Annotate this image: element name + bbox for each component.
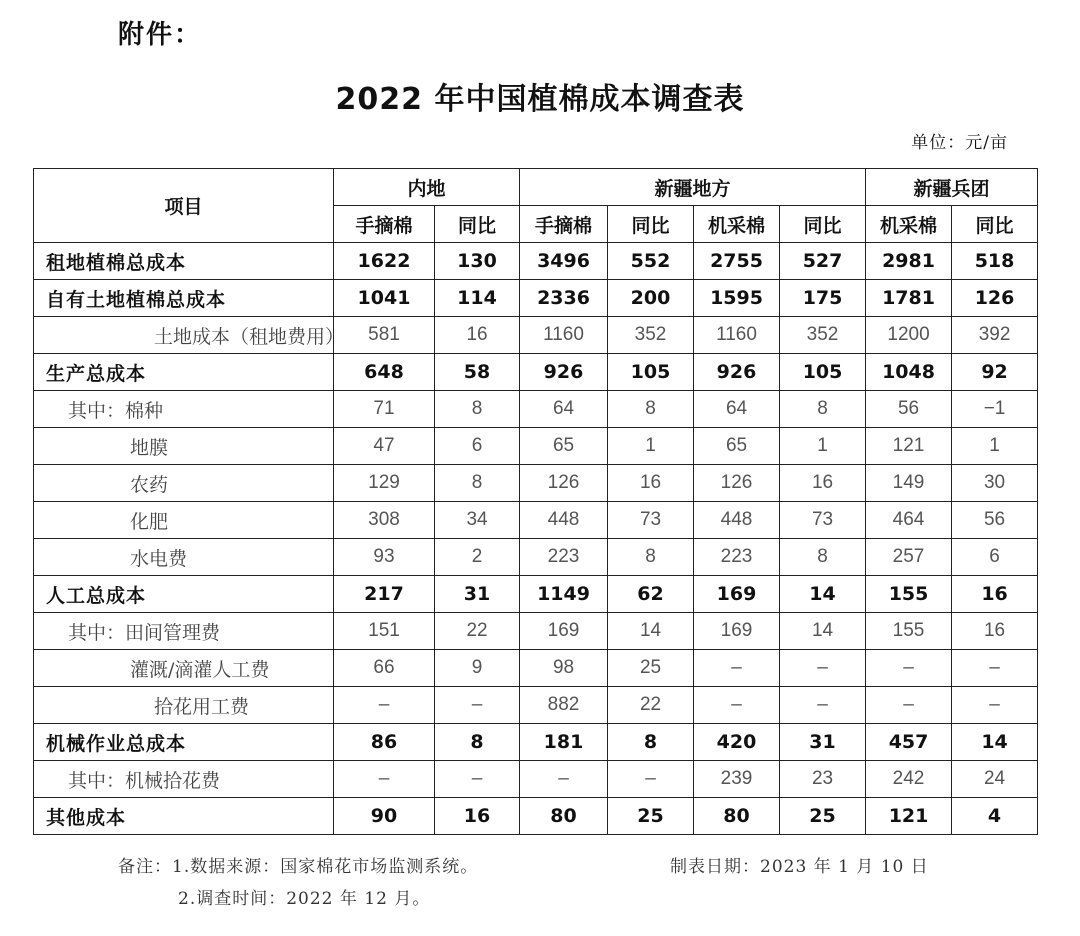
- table-cell: 8: [608, 539, 694, 576]
- row-label: 自有土地植棉总成本: [34, 280, 334, 317]
- table-cell: –: [952, 687, 1038, 724]
- subheader-cell: 手摘棉: [520, 206, 608, 243]
- table-cell: –: [334, 687, 435, 724]
- table-cell: –: [780, 650, 866, 687]
- table-cell: 16: [952, 613, 1038, 650]
- table-cell: –: [694, 687, 780, 724]
- table-cell: 2981: [866, 243, 952, 280]
- table-cell: 8: [608, 391, 694, 428]
- table-cell: 16: [952, 576, 1038, 613]
- table-cell: –: [334, 761, 435, 798]
- row-label: 租地植棉总成本: [34, 243, 334, 280]
- table-cell: 126: [952, 280, 1038, 317]
- table-cell: 1048: [866, 354, 952, 391]
- note-survey-time: 2.调查时间：2022 年 12 月。: [178, 889, 431, 909]
- table-cell: 1160: [694, 317, 780, 354]
- table-cell: 62: [608, 576, 694, 613]
- table-row: [34, 761, 1038, 798]
- table-cell: 239: [694, 761, 780, 798]
- row-label: 水电费: [34, 539, 334, 576]
- table-cell: 31: [780, 724, 866, 761]
- table-cell: 8: [435, 391, 520, 428]
- table-cell: 6: [952, 539, 1038, 576]
- table-row: [34, 465, 1038, 502]
- table-cell: 223: [520, 539, 608, 576]
- table-cell: 73: [608, 502, 694, 539]
- unit-label: 单位：元/亩: [911, 133, 1008, 153]
- table-cell: 9: [435, 650, 520, 687]
- group-header-xinjiang-local: 新疆地方: [520, 169, 866, 206]
- table-cell: 518: [952, 243, 1038, 280]
- row-label: 地膜: [34, 428, 334, 465]
- row-label: 机械作业总成本: [34, 724, 334, 761]
- table-cell: –: [866, 687, 952, 724]
- table-row: [34, 280, 1038, 317]
- table-cell: 114: [435, 280, 520, 317]
- row-label: 生产总成本: [34, 354, 334, 391]
- table-cell: 464: [866, 502, 952, 539]
- table-cell: 392: [952, 317, 1038, 354]
- table-cell: 1149: [520, 576, 608, 613]
- table-row: [34, 317, 1038, 354]
- table-cell: 1: [952, 428, 1038, 465]
- subheader-cell: 同比: [608, 206, 694, 243]
- table-cell: 448: [694, 502, 780, 539]
- table-cell: 882: [520, 687, 608, 724]
- table-cell: 175: [780, 280, 866, 317]
- table-cell: 23: [780, 761, 866, 798]
- table-row: [34, 650, 1038, 687]
- table-cell: 24: [952, 761, 1038, 798]
- table-row: [34, 798, 1038, 835]
- row-label: 其中：田间管理费: [34, 613, 334, 650]
- table-cell: 926: [520, 354, 608, 391]
- row-label: 人工总成本: [34, 576, 334, 613]
- table-cell: 14: [608, 613, 694, 650]
- table-cell: 352: [780, 317, 866, 354]
- table-cell: 149: [866, 465, 952, 502]
- table-cell: 47: [334, 428, 435, 465]
- table-cell: 1: [608, 428, 694, 465]
- table-cell: 121: [866, 428, 952, 465]
- table-cell: 2336: [520, 280, 608, 317]
- group-header-xinjiang-corps: 新疆兵团: [866, 169, 1038, 206]
- table-row: [34, 539, 1038, 576]
- table-cell: 1622: [334, 243, 435, 280]
- table-cell: 8: [608, 724, 694, 761]
- table-cell: 155: [866, 576, 952, 613]
- attachment-label: 附件：: [118, 20, 203, 50]
- table-cell: 1160: [520, 317, 608, 354]
- table-cell: 16: [780, 465, 866, 502]
- table-cell: 448: [520, 502, 608, 539]
- table-cell: 86: [334, 724, 435, 761]
- table-cell: 30: [952, 465, 1038, 502]
- table-cell: 56: [866, 391, 952, 428]
- table-cell: 242: [866, 761, 952, 798]
- table-cell: 14: [780, 576, 866, 613]
- table-cell: 65: [694, 428, 780, 465]
- table-cell: 2: [435, 539, 520, 576]
- table-cell: 16: [435, 317, 520, 354]
- table-cell: 457: [866, 724, 952, 761]
- table-cell: 8: [780, 391, 866, 428]
- table-cell: 98: [520, 650, 608, 687]
- table-row: [34, 502, 1038, 539]
- table-cell: 8: [435, 724, 520, 761]
- subheader-cell: 手摘棉: [334, 206, 435, 243]
- table-row: [34, 687, 1038, 724]
- table-cell: 130: [435, 243, 520, 280]
- table-cell: 73: [780, 502, 866, 539]
- table-row: [34, 428, 1038, 465]
- table-row: [34, 391, 1038, 428]
- row-label: 灌溉/滴灌人工费: [34, 650, 334, 687]
- row-label: 其他成本: [34, 798, 334, 835]
- row-label: 化肥: [34, 502, 334, 539]
- table-cell: 56: [952, 502, 1038, 539]
- table-cell: 126: [694, 465, 780, 502]
- page-title: 2022 年中国植棉成本调查表: [335, 82, 745, 117]
- table-cell: 16: [435, 798, 520, 835]
- table-cell: 169: [694, 576, 780, 613]
- table-cell: 31: [435, 576, 520, 613]
- table-cell: 527: [780, 243, 866, 280]
- table-cell: 217: [334, 576, 435, 613]
- table-cell: 3496: [520, 243, 608, 280]
- row-label: 农药: [34, 465, 334, 502]
- table-cell: 223: [694, 539, 780, 576]
- subheader-cell: 同比: [435, 206, 520, 243]
- table-cell: –: [952, 650, 1038, 687]
- table-cell: 352: [608, 317, 694, 354]
- table-cell: 65: [520, 428, 608, 465]
- note-source: 备注：1.数据来源：国家棉花市场监测系统。: [118, 857, 479, 877]
- subheader-cell: 机采棉: [866, 206, 952, 243]
- table-cell: 169: [520, 613, 608, 650]
- table-cell: –: [435, 687, 520, 724]
- row-label: 拾花用工费: [34, 687, 334, 724]
- table-cell: 105: [780, 354, 866, 391]
- note-date: 制表日期：2023 年 1 月 10 日: [670, 857, 929, 877]
- table-cell: 200: [608, 280, 694, 317]
- table-cell: 308: [334, 502, 435, 539]
- subheader-cell: 机采棉: [694, 206, 780, 243]
- table-cell: 129: [334, 465, 435, 502]
- table-cell: 126: [520, 465, 608, 502]
- table-cell: –: [780, 687, 866, 724]
- table-cell: 8: [780, 539, 866, 576]
- table-cell: −1: [952, 391, 1038, 428]
- table-cell: 22: [608, 687, 694, 724]
- table-cell: 25: [608, 650, 694, 687]
- table-cell: 22: [435, 613, 520, 650]
- table-cell: 64: [694, 391, 780, 428]
- table-cell: 66: [334, 650, 435, 687]
- table-row: [34, 354, 1038, 391]
- table-cell: –: [866, 650, 952, 687]
- table-cell: 6: [435, 428, 520, 465]
- table-cell: 169: [694, 613, 780, 650]
- table-cell: 71: [334, 391, 435, 428]
- table-cell: 80: [520, 798, 608, 835]
- table-cell: 1595: [694, 280, 780, 317]
- table-cell: –: [435, 761, 520, 798]
- table-cell: 926: [694, 354, 780, 391]
- subheader-cell: 同比: [780, 206, 866, 243]
- table-cell: –: [608, 761, 694, 798]
- table-cell: 257: [866, 539, 952, 576]
- item-header: 项目: [34, 169, 334, 243]
- table-row: [34, 724, 1038, 761]
- table-cell: 92: [952, 354, 1038, 391]
- subheader-cell: 同比: [952, 206, 1038, 243]
- table-cell: 181: [520, 724, 608, 761]
- table-cell: 1: [780, 428, 866, 465]
- table-cell: 1041: [334, 280, 435, 317]
- table-cell: 25: [780, 798, 866, 835]
- row-label: 土地成本（租地费用）: [34, 317, 334, 354]
- table-cell: 420: [694, 724, 780, 761]
- table-cell: 80: [694, 798, 780, 835]
- table-cell: 25: [608, 798, 694, 835]
- table-row: [34, 576, 1038, 613]
- table-cell: 581: [334, 317, 435, 354]
- table-cell: 8: [435, 465, 520, 502]
- table-cell: 16: [608, 465, 694, 502]
- row-label: 其中：机械拾花费: [34, 761, 334, 798]
- table-cell: –: [520, 761, 608, 798]
- table-cell: 90: [334, 798, 435, 835]
- table-cell: 64: [520, 391, 608, 428]
- table-cell: 1200: [866, 317, 952, 354]
- table-cell: 121: [866, 798, 952, 835]
- table-cell: 648: [334, 354, 435, 391]
- table-cell: 58: [435, 354, 520, 391]
- table-cell: 34: [435, 502, 520, 539]
- cost-table: [33, 168, 1038, 835]
- table-cell: 552: [608, 243, 694, 280]
- table-cell: 14: [952, 724, 1038, 761]
- table-cell: 14: [780, 613, 866, 650]
- table-cell: 93: [334, 539, 435, 576]
- table-cell: 105: [608, 354, 694, 391]
- table-cell: 2755: [694, 243, 780, 280]
- table-cell: 151: [334, 613, 435, 650]
- table-row: [34, 243, 1038, 280]
- group-header-inland: 内地: [334, 169, 520, 206]
- row-label: 其中：棉种: [34, 391, 334, 428]
- table-cell: 1781: [866, 280, 952, 317]
- table-cell: 155: [866, 613, 952, 650]
- table-cell: –: [694, 650, 780, 687]
- table-row: [34, 613, 1038, 650]
- table-cell: 4: [952, 798, 1038, 835]
